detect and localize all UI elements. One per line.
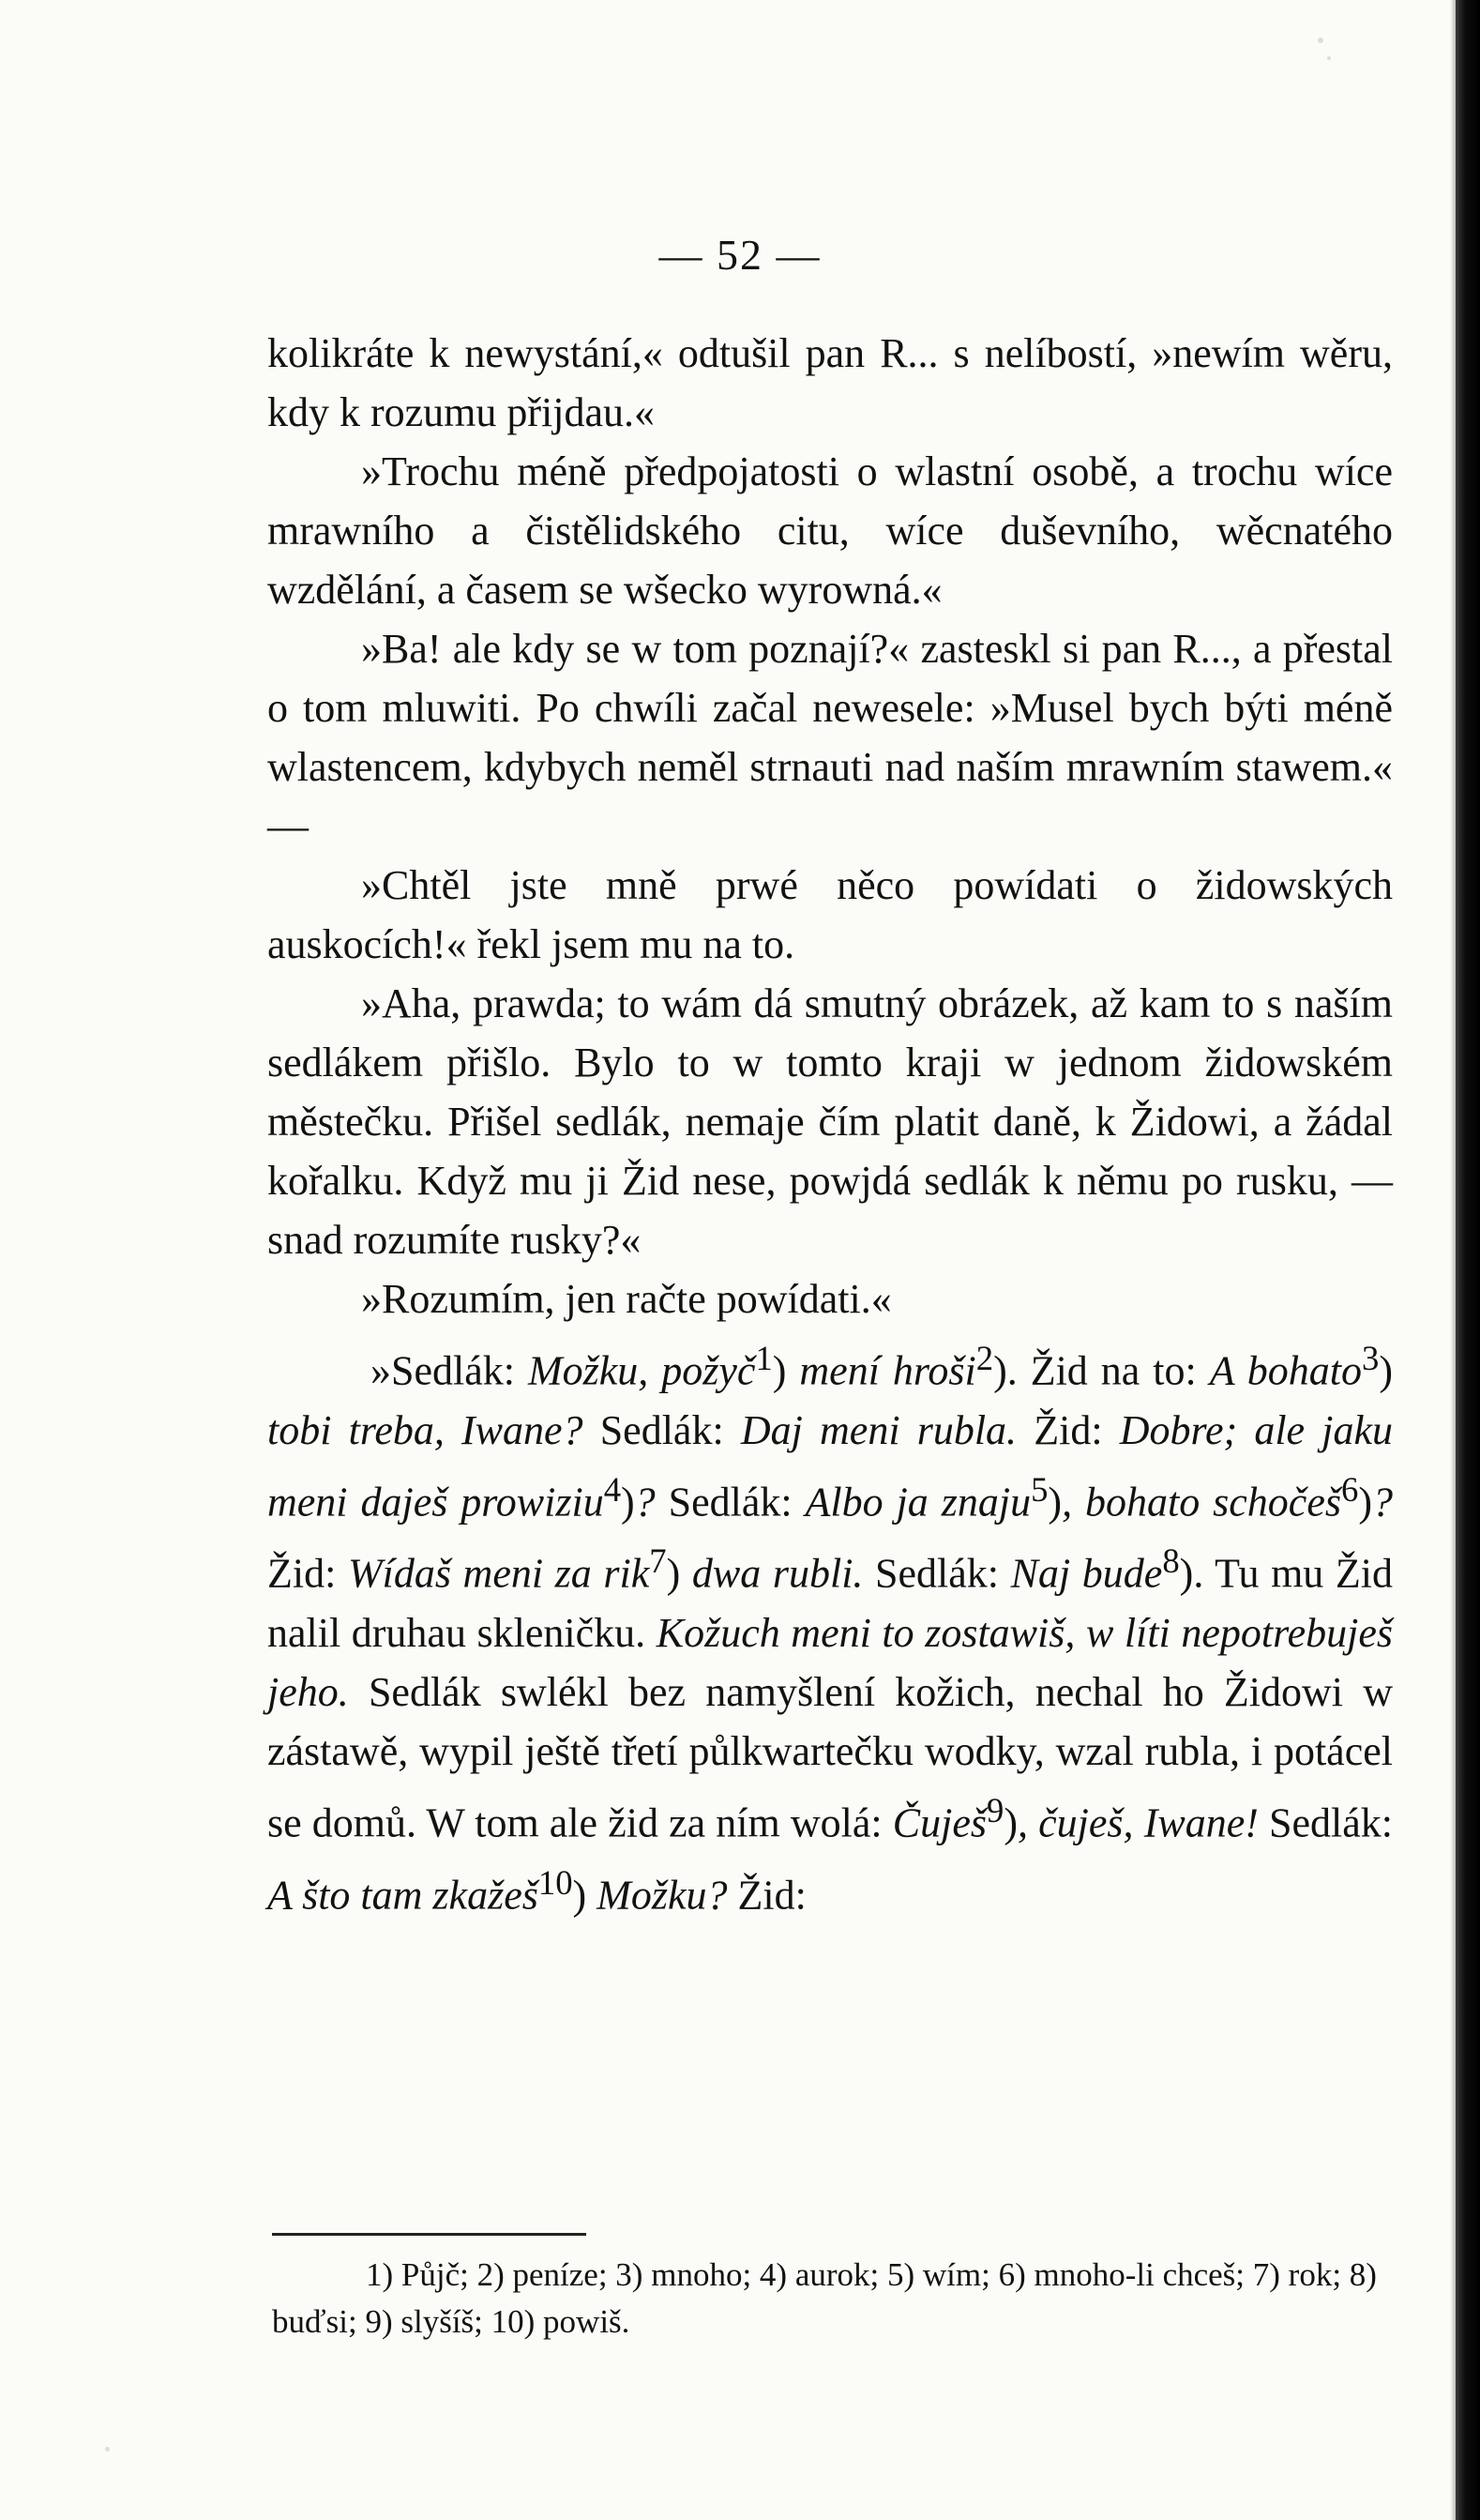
dialogue-text: Žid: (1017, 1406, 1120, 1453)
paragraph: »Aha, prawda; to wám dá smutný obrázek, až kam to s naším sedlákem přišlo. Bylo to w tomto kraji w jednom židowském městečku. Přišel sedlák, nemaje čím platit daně, k Židowi, a žádal kořalku. Když mu ji Žid nese, powjdá sedlák k němu po rusku, — snad rozumíte rusky?« (267, 980, 1393, 1263)
footnote-ref: 8 (1162, 1541, 1180, 1581)
dialogue-italic: ? (634, 1479, 656, 1526)
footnotes (272, 2252, 1416, 2345)
dialogue-text: Sedlák: (863, 1550, 1011, 1597)
footnote-ref: 10 (537, 1862, 573, 1902)
dialogue-text: . Žid na to: (1006, 1347, 1210, 1394)
dialogue-text: Sedlák: (1258, 1799, 1393, 1846)
footnote-ref: 5 (1031, 1469, 1049, 1509)
footnote-ref: 4 (603, 1469, 622, 1509)
dialogue-text: . Tu mu Žid nalil druhau skleničku. (267, 1550, 1394, 1656)
dialogue-italic: , bohato schočeš (1062, 1479, 1341, 1526)
dialogue-italic: Možku, požyč (527, 1347, 756, 1394)
footnote-ref: 1 (755, 1339, 773, 1377)
dialogue-paragraph: »Sedlák: Možku, požyč$^1$) mení hroši$^2$). Žid na to: A bohato$^3$) tobi treba, Iwane? Sedlák: Daj meni rubla. Žid: Dobre; ale jaku meni daješ prowiziu$^4$)? Sedlák: Albo ja znaju$^5$), bohato schočeš$^6$)? Žid: Wídaš meni za rik$^7$) dwa rubli. Sedlák: Naj bude$^8$). Tu mu Žid nalil druhau skleničku. Kožuch meni to zostawiš, w líti nepotrebuješ jeho. Sedlák swlékl bez namyšlení kožich, nechal ho Židowi w zástawě, wypil ještě třetí půlkwartečku wodky, wzal rubla, i potácel se domů. W tom ale žid za ním wolá: Čuješ$^9$), čuješ, Iwane! Sedlák: A što tam zkažeš$^{10}$) Možku? Žid: (267, 1339, 1394, 1919)
dialogue-italic: mení hroši (786, 1347, 976, 1394)
footnote-text: 1) Půjč; 2) peníze; 3) mnoho; 4) aurok; 5) wím; 6) mnoho-li chceš; 7) rok; 8) buďsi; 9) slyšíš; 10) powiš. (272, 2256, 1377, 2340)
paragraph: kolikráte k newystání,« odtušil pan R... s nelíbostí, »newím wěru, kdy k rozumu přijdau.« (267, 330, 1393, 435)
paragraph: »Rozumím, jen račte powídati.« (361, 1276, 892, 1322)
body-text (267, 324, 1393, 1924)
dialogue-text: »Sedlák: (370, 1347, 528, 1394)
dialogue-text: Sedlák swlékl bez namyšlení kožich, nechal ho Židowi w zástawě, wypil ještě třetí půlkwartečku wodky, wzal rubla, i potácel se domů. W tom ale žid za ním wolá: (267, 1668, 1393, 1846)
dialogue-italic: Daj meni rubla. (740, 1406, 1018, 1453)
dialogue-italic: dwa rubli. (680, 1550, 864, 1597)
paragraph: »Ba! ale kdy se w tom poznají?« zasteskl si pan R..., a přestal o tom mluwiti. Po chwíli začal newesele: »Musel bych býti méně wlastencem, kdybych neměl strnauti nad naším mrawním stawem.« — (267, 626, 1393, 849)
paragraph: »Trochu méně předpojatosti o wlastní osobě, a trochu wíce mrawního a čistělidského citu, wíce duševního, wěcnatého wzdělání, a časem se wšecko wyrowná.« (267, 448, 1393, 613)
print-speck (105, 2447, 110, 2452)
dialogue-italic: A bohato (1209, 1347, 1363, 1394)
dialogue-italic: , čuješ, Iwane! (1018, 1799, 1259, 1846)
dialogue-text: Sedlák: (655, 1479, 806, 1526)
footnote-ref: 9 (987, 1790, 1004, 1829)
footnote-ref: 6 (1341, 1469, 1359, 1509)
dialogue-italic: tobi treba, Iwane? (267, 1406, 583, 1453)
paragraph: »Chtěl jste mně prwé něco powídati o židowských auskocích!« řekl jsem mu na to. (267, 862, 1393, 967)
dialogue-italic: Naj bude (1010, 1550, 1163, 1597)
dialogue-italic: ? (1371, 1479, 1393, 1526)
dialogue-text: Sedlák: (582, 1406, 741, 1453)
print-speck (1318, 38, 1323, 43)
dialogue-text: Žid: (267, 1550, 348, 1597)
dialogue-italic: Wídaš meni za rik (347, 1550, 650, 1597)
dialogue-italic: A što tam zkažeš (267, 1872, 538, 1919)
dialogue-italic: Albo ja znaju (805, 1479, 1032, 1526)
page-number-header: — 52 — (658, 231, 822, 279)
dialogue-italic: Možku? (586, 1872, 728, 1919)
print-speck (1327, 56, 1331, 60)
footnote-ref: 2 (975, 1339, 994, 1377)
dialogue-italic: Dobre; ale jaku meni daješ prowiziu (267, 1406, 1393, 1526)
footnote-ref: 7 (649, 1541, 667, 1581)
dialogue-italic: Kožuch meni to zostawiš, w líti nepotrebuješ jeho. (267, 1609, 1393, 1715)
dialogue-italic: Čuješ (892, 1799, 988, 1846)
footnote-rule (272, 2233, 586, 2236)
dialogue-text: Žid: (727, 1872, 807, 1919)
page-edge-shadow (1456, 0, 1480, 2520)
footnote-ref: 3 (1362, 1339, 1380, 1377)
